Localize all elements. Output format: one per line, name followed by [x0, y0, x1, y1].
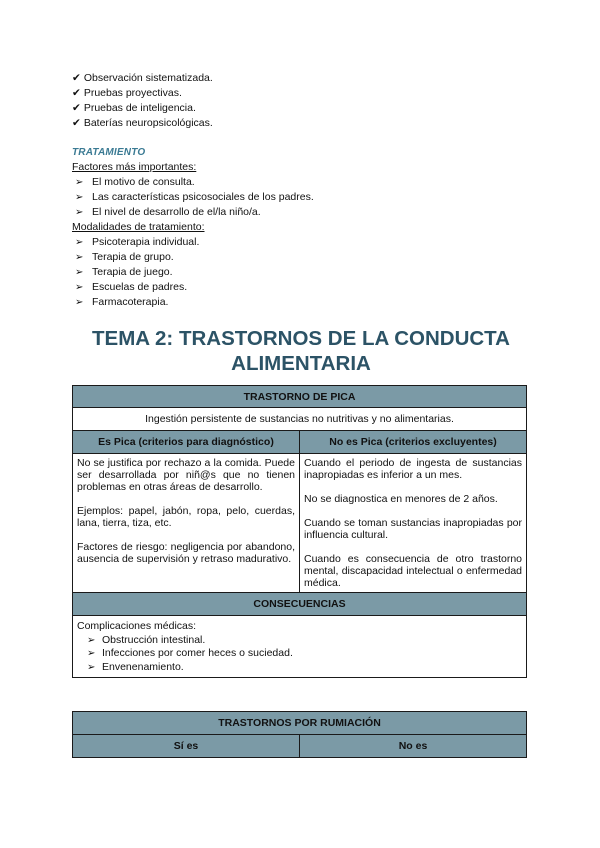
criteria-paragraph: Cuando el periodo de ingesta de sustancias inapropiadas es inferior a un mes.	[304, 457, 523, 481]
exclusion-criteria-cell	[300, 454, 527, 593]
diagnostic-criteria-cell	[73, 454, 300, 593]
page-title: TEMA 2: TRASTORNOS DE LA CONDUCTA ALIMENTARIA	[92, 327, 510, 375]
pica-table	[72, 385, 527, 678]
criteria-paragraph: Cuando se toman sustancias inapropiadas por influencia cultural.	[304, 517, 523, 541]
list-item: ➢ Escuelas de padres.	[75, 281, 188, 293]
treatment-section	[72, 145, 314, 310]
list-item: ➢ Terapia de juego.	[75, 266, 173, 278]
consequences-header: CONSECUENCIAS	[73, 593, 527, 616]
list-item: ➢ Infecciones por comer heces o suciedad.	[87, 647, 293, 659]
complications-list	[77, 634, 522, 675]
rumination-table	[72, 711, 527, 758]
list-item: ➢ Envenenamiento.	[87, 660, 184, 673]
checkmark-icon: ✔	[72, 102, 81, 114]
column-header-si-es: Sí es	[73, 735, 300, 758]
arrow-bullet-icon: ➢	[87, 648, 96, 659]
column-header-no-es: No es	[300, 735, 527, 758]
treatment-title: TRATAMIENTO	[72, 147, 146, 158]
list-item: ➢ Las características psicosociales de los padres.	[75, 191, 314, 203]
arrow-bullet-icon: ➢	[75, 252, 84, 263]
column-header-not-pica: No es Pica (criterios excluyentes)	[300, 431, 527, 454]
criteria-paragraph: Factores de riesgo: negligencia por abandono, ausencia de supervisión y retraso madurativo.	[77, 541, 295, 565]
checklist-item: ✔ Pruebas de inteligencia.	[72, 102, 196, 114]
list-item: ➢ El motivo de consulta.	[75, 176, 195, 188]
modalities-list	[72, 235, 314, 310]
pica-definition: Ingestión persistente de sustancias no nutritivas y no alimentarias.	[73, 408, 527, 431]
arrow-bullet-icon: ➢	[75, 237, 84, 248]
consequences-cell	[73, 616, 527, 678]
pica-table-title: TRASTORNO DE PICA	[73, 386, 527, 408]
arrow-bullet-icon: ➢	[87, 634, 96, 646]
checklist-item: ✔ Baterías neuropsicológicas.	[72, 117, 213, 129]
criteria-paragraph: No se justifica por rechazo a la comida. Puede ser desarrollada por niñ@s que no tienen problemas en otras áreas de desarrollo.	[77, 457, 295, 493]
complications-label: Complicaciones médicas:	[77, 620, 197, 632]
criteria-paragraph: No se diagnostica en menores de 2 años.	[304, 493, 498, 505]
list-item: ➢ Obstrucción intestinal.	[87, 633, 206, 646]
criteria-paragraph: Cuando es consecuencia de otro trastorno mental, discapacidad intelectual o enfermedad médica.	[304, 553, 523, 589]
arrow-bullet-icon: ➢	[75, 177, 84, 188]
arrow-bullet-icon: ➢	[75, 192, 84, 203]
modalities-heading: Modalidades de tratamiento:	[72, 221, 205, 233]
list-item: ➢ El nivel de desarrollo de el/la niño/a.	[75, 206, 261, 218]
column-header-is-pica: Es Pica (criterios para diagnóstico)	[73, 431, 300, 454]
criteria-paragraph: Ejemplos: papel, jabón, ropa, pelo, cuerdas, lana, tierra, tiza, etc.	[77, 505, 295, 529]
checklist-item: ✔ Observación sistematizada.	[72, 72, 213, 84]
list-item: ➢ Terapia de grupo.	[75, 251, 174, 263]
arrow-bullet-icon: ➢	[75, 267, 84, 278]
list-item: ➢ Psicoterapia individual.	[75, 236, 200, 248]
checkmark-icon: ✔	[72, 117, 81, 129]
list-item: ➢ Farmacoterapia.	[75, 296, 169, 308]
evaluation-checklist	[72, 71, 213, 131]
rumination-table-title: TRASTORNOS POR RUMIACIÓN	[73, 712, 527, 735]
checkmark-icon: ✔	[72, 72, 81, 84]
checklist-item: ✔ Pruebas proyectivas.	[72, 87, 182, 99]
arrow-bullet-icon: ➢	[75, 282, 84, 293]
factors-list	[72, 175, 314, 220]
arrow-bullet-icon: ➢	[75, 207, 84, 218]
arrow-bullet-icon: ➢	[75, 297, 84, 308]
factors-heading: Factores más importantes:	[72, 161, 197, 173]
arrow-bullet-icon: ➢	[87, 661, 96, 673]
checkmark-icon: ✔	[72, 87, 81, 99]
